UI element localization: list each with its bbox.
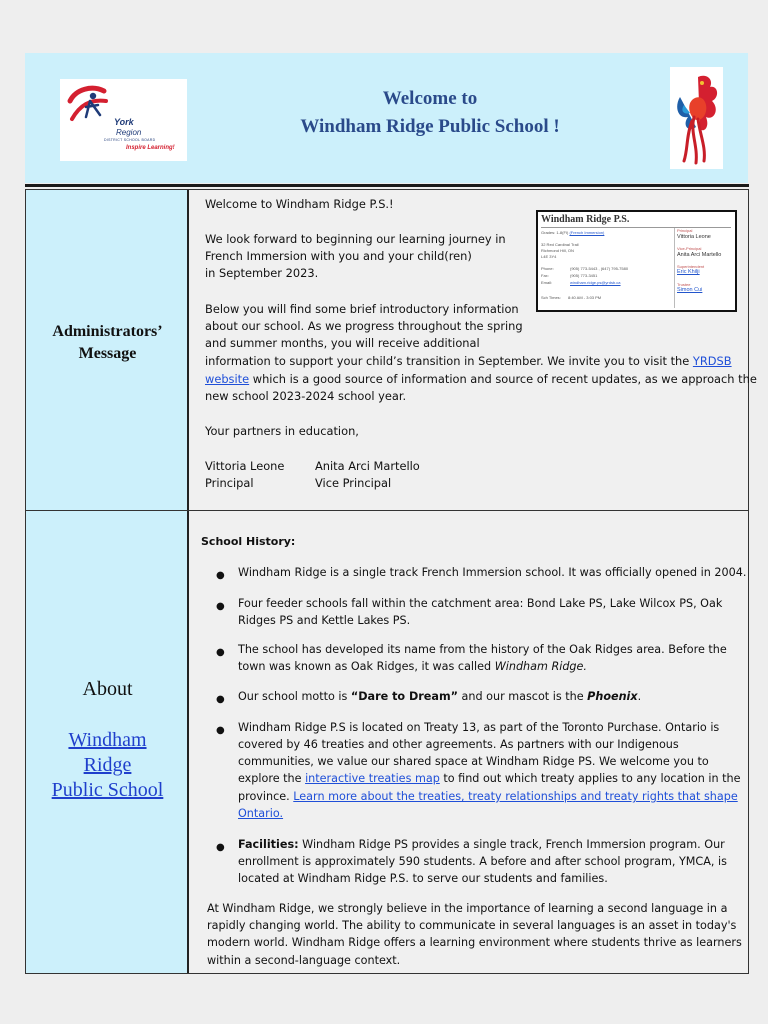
closing-line-3: modern world. Windham Ridge offers a learning environment where students thrive as learners (207, 936, 742, 949)
card-email-label: Email: (541, 280, 553, 285)
interactive-treaties-map-link[interactable]: interactive treaties map (305, 772, 440, 785)
card-principal: Vittoria Leone (677, 234, 711, 240)
admin-label-line-1: Administrators’ (52, 323, 163, 340)
card-principal-label: Principal (677, 228, 693, 233)
logo-board: DISTRICT SCHOOL BOARD (104, 138, 156, 142)
history-title: School History: (201, 535, 296, 548)
admin-label-cell (26, 190, 189, 510)
header-divider (25, 184, 749, 187)
treaty-line-5 (238, 788, 738, 805)
facilities-label: Facilities: (238, 838, 299, 851)
admin-intro-line-3: in September 2023. (205, 266, 319, 280)
school-name-link[interactable] (26, 728, 189, 803)
admin-greeting: Welcome to Windham Ridge P.S.! (205, 197, 394, 211)
history-bullet-3-line-2 (238, 658, 587, 675)
card-email-link[interactable]: windham.ridge.ps@yrdsb.ca (570, 280, 621, 285)
admin-para2-line-2: about our school. As we progress throughout the spring (205, 319, 523, 333)
card-grades-link[interactable]: (French Immersion) (569, 230, 605, 235)
bullet-dot-1: ● (216, 570, 225, 581)
title-line-1: Welcome to (382, 88, 478, 109)
signature-2-name: Anita Arci Martello (315, 459, 420, 473)
admin-message-section (25, 189, 757, 511)
facilities-line-1-text: Windham Ridge PS provides a single track, French Immersion program. Our (298, 838, 725, 851)
logo-york: York (114, 117, 134, 127)
treaty-line-1: Windham Ridge P.S is located on Treaty 13, as part of the Toronto Purchase. Ontario is (238, 721, 720, 734)
school-name-link-line-1[interactable]: Windham (68, 729, 147, 751)
bullet-dot-6: ● (216, 842, 225, 853)
school-name-link-line-3[interactable]: Public School (51, 779, 164, 801)
history-bullet-3-line-1: The school has developed its name from the history of the Oak Ridges area. Before the (238, 643, 727, 656)
card-fax-label: Fax: (541, 273, 549, 278)
signature-1-role: Principal (205, 476, 254, 490)
admin-para2-line-1: Below you will find some brief introductory information (205, 302, 519, 316)
learn-more-treaties-link[interactable]: Learn more about the treaties, treaty relationships and treaty rights that shape (293, 790, 738, 803)
treaty-line-4-pre: explore the (238, 772, 306, 785)
bullet-dot-2: ● (216, 601, 225, 612)
card-column-divider (674, 228, 675, 308)
treaty-line-3: communities, we value our shared space at Windham Ridge PS. We welcome you to (238, 755, 709, 768)
motto-end: . (637, 690, 642, 703)
york-region-logo (60, 79, 187, 161)
treaty-line-5-pre: province. (238, 790, 294, 803)
admin-label-line-2: Message (78, 345, 137, 362)
page-title (225, 85, 635, 141)
about-label: About (82, 678, 133, 700)
history-bullet-1: Windham Ridge is a single track French Immersion school. It was officially opened in 2004. (238, 566, 747, 579)
admin-para2-line-5-text: which is a good source of information and source of recent updates, as we approach the (249, 372, 757, 386)
admin-para2-line-6: new school 2023-2024 school year. (205, 389, 407, 403)
logo-region: Region (116, 128, 142, 137)
card-divider (541, 227, 731, 228)
phoenix-icon (670, 67, 723, 169)
admin-intro-line-2: French Immersion with you and your child(ren) (205, 249, 472, 263)
phoenix-mascot-logo (670, 67, 723, 169)
card-superintendent-link[interactable]: Eric Khilji (677, 269, 700, 275)
treaty-line-6 (238, 805, 283, 822)
admin-para2-line-4-text: information to support your child’s transition in September. We invite you to visit the (205, 354, 693, 368)
card-address-2: Richmond Hill, ON (541, 248, 574, 253)
admin-para2-line-5 (205, 371, 757, 388)
card-superintendent-label: Superintendent (677, 264, 705, 269)
card-vp: Anita Arci Martello (677, 252, 722, 258)
history-bullet-3-line-2-text: town was known as Oak Ridges, it was called (238, 660, 495, 673)
card-address-1: 32 Red Cardinal Trail (541, 242, 579, 247)
about-label-cell (26, 511, 189, 973)
card-vp-label: Vice-Principal (677, 246, 702, 251)
bullet-dot-5: ● (216, 725, 225, 736)
facilities-line-3: located at Windham Ridge P.S. to serve our students and families. (238, 872, 608, 885)
motto-mid: and our mascot is the (457, 690, 588, 703)
card-time-label: Sch Times: (541, 295, 561, 300)
admin-para2-line-4 (205, 353, 732, 370)
bullet-dot-4: ● (216, 694, 225, 705)
admin-intro-line-1: We look forward to beginning our learning journey in (205, 232, 506, 246)
learn-more-treaties-link-end[interactable]: Ontario. (238, 807, 284, 820)
history-bullet-2-line-1: Four feeder schools fall within the catchment area: Bond Lake PS, Lake Wilcox PS, Oak (238, 597, 723, 610)
mascot: Phoenix (587, 690, 638, 703)
about-section (25, 511, 749, 974)
treaty-line-4-post: to find out which treaty applies to any location in the (439, 772, 741, 785)
card-trustee-label: Trustee (677, 282, 691, 287)
closing-line-1: At Windham Ridge, we strongly believe in the importance of learning a second language in a (207, 902, 728, 915)
logo-tagline: Inspire Learning! (126, 145, 175, 151)
signature-2-role: Vice Principal (315, 476, 392, 490)
school-info-card (536, 210, 737, 312)
history-bullet-3-em: Windham Ridge. (494, 660, 587, 673)
facilities-line-1 (238, 836, 725, 853)
history-bullet-2-line-2: Ridges PS and Kettle Lakes PS. (238, 614, 411, 627)
header-banner (25, 53, 748, 183)
website-link[interactable]: website (205, 372, 250, 386)
school-name-link-line-2[interactable]: Ridge (83, 754, 132, 776)
motto-prefix: Our school motto is (238, 690, 351, 703)
closing-line-2: rapidly changing world. The ability to communicate in several languages is an asset in today's (207, 919, 737, 932)
card-phone-label: Phone: (541, 266, 554, 271)
treaty-line-4 (238, 770, 741, 787)
admin-signoff: Your partners in education, (205, 424, 359, 438)
card-grades (541, 230, 604, 235)
yrdsb-link[interactable]: YRDSB (692, 354, 732, 368)
card-phone: (905) 773-5443 , (647) 795-7580 (570, 266, 629, 271)
history-bullet-4 (238, 688, 641, 705)
admin-label (26, 321, 189, 365)
card-address-3: L4E 3Y4 (541, 254, 557, 259)
card-grades-text: Grades: 1-8(FI) (541, 230, 570, 235)
treaty-line-2: covered by 46 treaties and other agreements. As partners with our Indigenous (238, 738, 679, 751)
card-trustee-link[interactable]: Simon Cui (677, 287, 703, 293)
card-fax: (905) 773-3451 (570, 273, 598, 278)
title-line-2: Windham Ridge Public School ! (300, 116, 560, 137)
facilities-line-2: enrollment is approximately 590 students. A before and after school program, YMCA, is (238, 855, 727, 868)
bullet-dot-3: ● (216, 647, 225, 658)
closing-line-4: within a second-language context. (207, 954, 401, 967)
admin-para2-line-3: and summer months, you will receive additional (205, 336, 480, 350)
card-title: Windham Ridge P.S. (541, 214, 630, 225)
card-time: 8:40 AM - 3:03 PM (568, 295, 602, 300)
signature-1-name: Vittoria Leone (205, 459, 285, 473)
motto: “Dare to Dream” (350, 690, 458, 703)
